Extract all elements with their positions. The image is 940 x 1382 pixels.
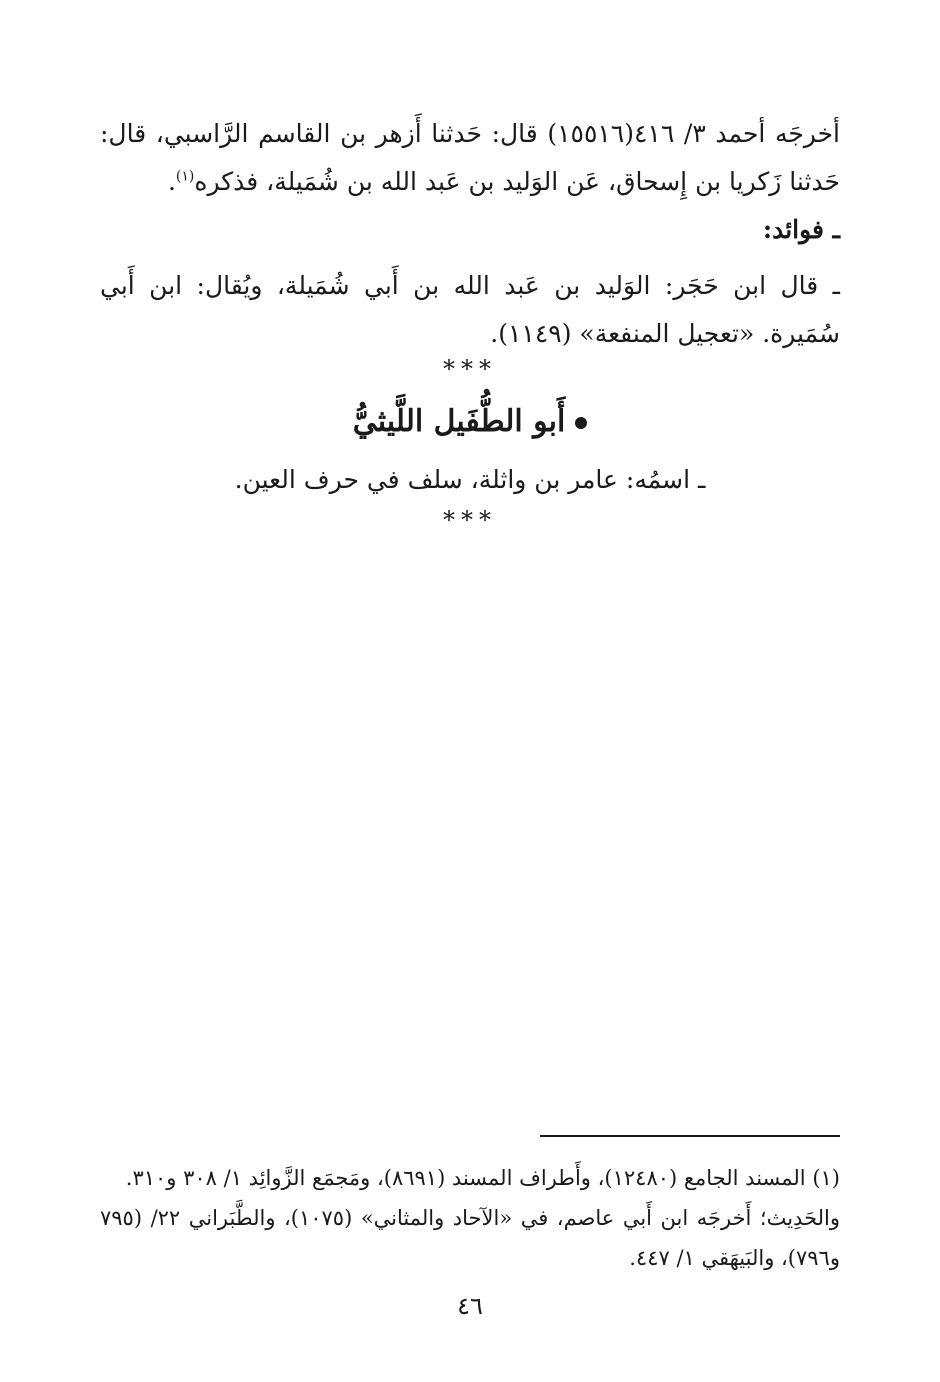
section-separator-top: *** (443, 355, 497, 383)
hadith-citation-paragraph (100, 110, 840, 206)
ibn-hajar-quote-paragraph: ـ قال ابن حَجَر: الوَليد بن عَبد الله بن أَبي شُمَيلة، ويُقال: ابن أَبي سُمَيرة. «تعجيل المنفعة» (١١٤٩). (100, 271, 840, 348)
footnote-1: (١) المسند الجامع (١٢٤٨٠)، وأَطراف المسند (٨٦٩١)، ومَجمَع الزَّوائِد ١/ ٣٠٨ و٣١٠. (125, 1166, 840, 1190)
citation-text: أخرجَه أحمد ٣/ ٤١٦(١٥٥١٦) قال: حَدثنا أَزهر بن القاسم الرَّاسبي، قال: حَدثنا زَكريا بن إِسحاق، عَن الوَليد بن عَبد الله بن شُمَيلة، فذكره (100, 119, 841, 196)
citation-end: . (167, 167, 176, 196)
bullet-icon (575, 417, 587, 429)
footnote-1-continuation: والحَدِيث؛ أَخرجَه ابن أَبي عاصم، في «الآحاد والمثاني» (١٠٧٥)، والطَّبَراني ٢٢/ (٧٩٥ و٧٩٦)، والبَيهَقي ١/ ٤٤٧. (100, 1206, 841, 1270)
section-separator-bottom: *** (443, 506, 497, 534)
footnote-divider (540, 1135, 840, 1137)
section-heading (0, 392, 940, 452)
narrator-name-line: ـ اسمُه: عامر بن واثلة، سلف في حرف العين. (234, 465, 706, 494)
footnote-reference[interactable]: (١) (175, 168, 195, 185)
page-number: ٤٦ (457, 1292, 483, 1320)
benefits-label: ـ فوائد: (762, 215, 840, 244)
heading-text: أَبو الطُّفَيل اللَّيثيُّ (352, 404, 566, 439)
